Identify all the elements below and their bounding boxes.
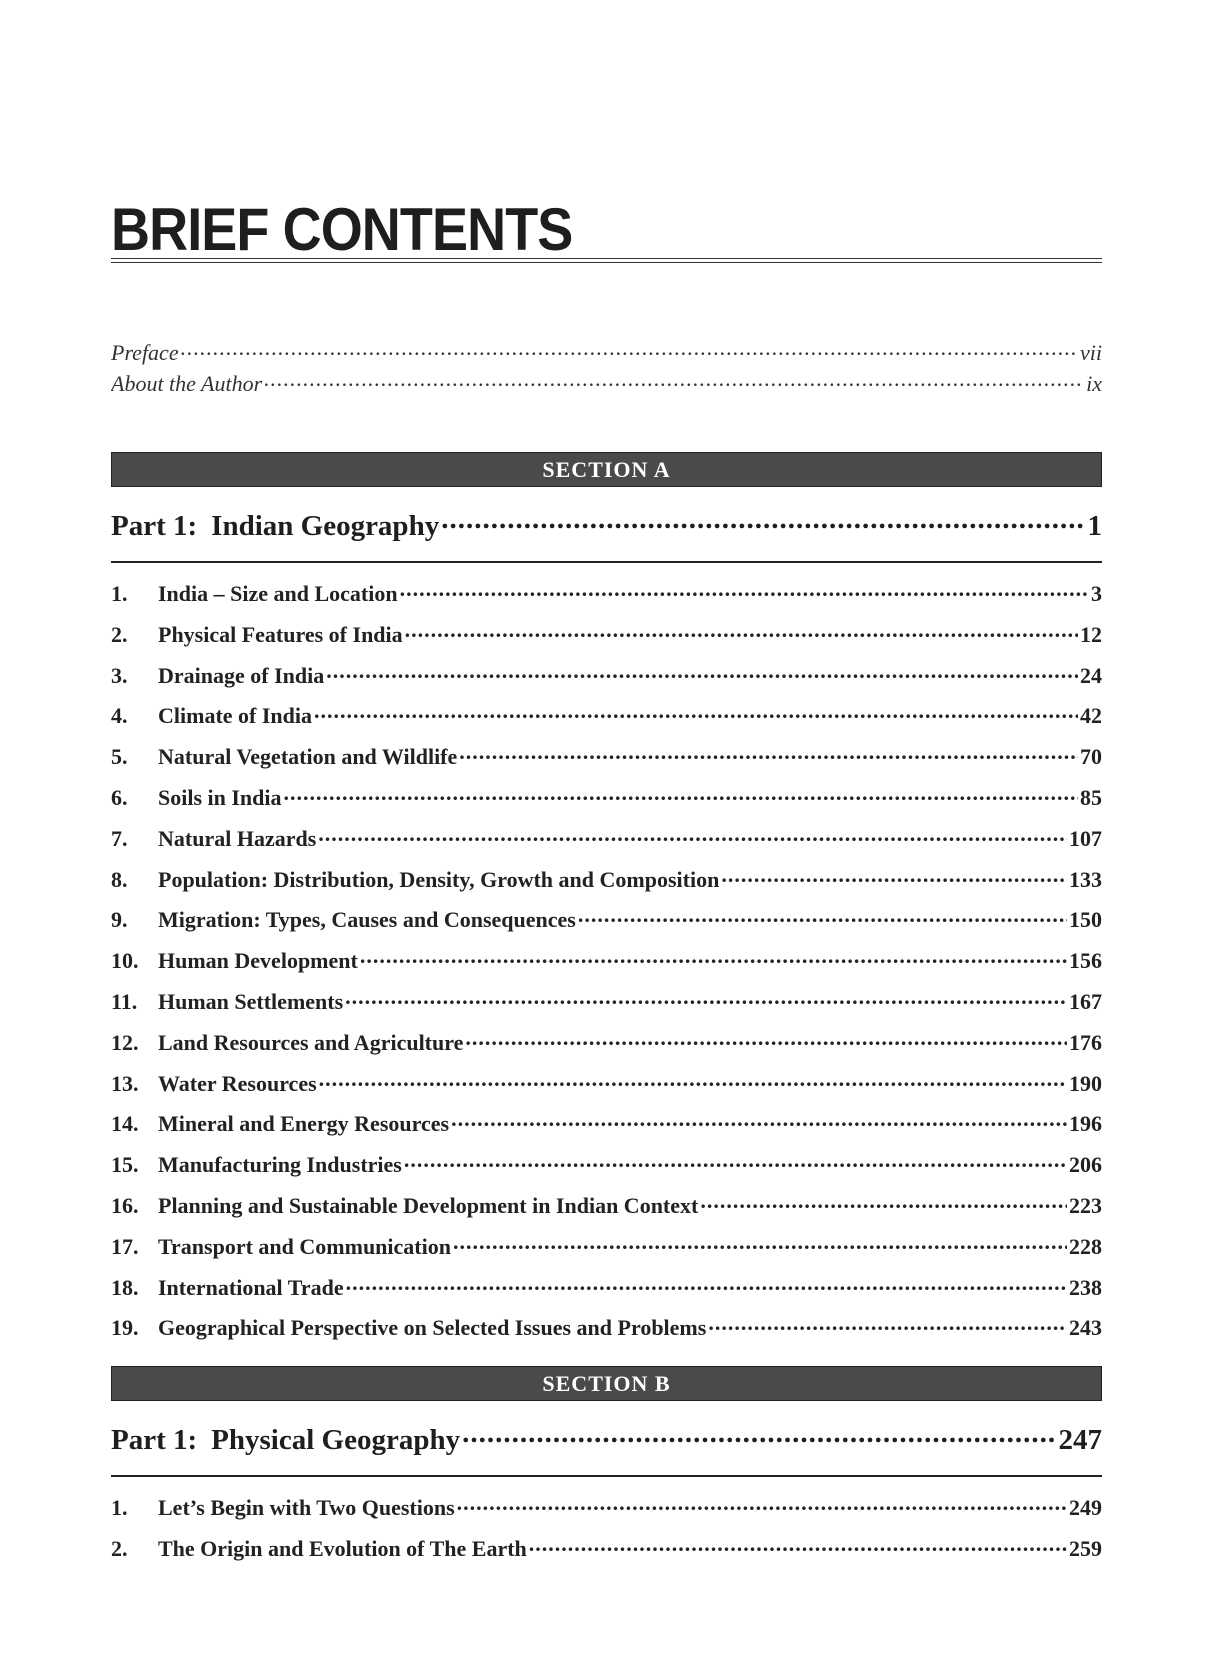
dot-leader — [360, 946, 1067, 968]
chapter-title: Natural Vegetation and Wildlife — [158, 744, 458, 770]
chapter-page: 176 — [1069, 1029, 1102, 1055]
entry-title: Preface — [111, 340, 179, 365]
dot-leader — [700, 1191, 1067, 1213]
dot-leader — [453, 1232, 1067, 1254]
chapter-page: 133 — [1069, 866, 1102, 892]
chapter-page: 3 — [1091, 581, 1102, 606]
chapter-title: Transport and Communication — [158, 1233, 451, 1259]
part-heading — [111, 510, 439, 543]
part-page: 247 — [1058, 1424, 1102, 1456]
chapter-number: 11. — [111, 988, 138, 1014]
chapter-number: 12. — [111, 1029, 139, 1055]
toc-entry[interactable] — [111, 1232, 1102, 1273]
page-title: BRIEF CONTENTS — [111, 196, 573, 263]
toc-entry[interactable] — [111, 1109, 1102, 1150]
toc-entry[interactable] — [111, 620, 1102, 661]
toc-entry[interactable] — [111, 1028, 1102, 1069]
toc-entry[interactable] — [111, 783, 1102, 824]
chapter-title: Planning and Sustainable Development in Indian Context — [158, 1192, 699, 1218]
toc-entry[interactable] — [111, 987, 1102, 1028]
toc-entry[interactable] — [111, 905, 1102, 946]
chapter-page: 190 — [1069, 1070, 1102, 1096]
chapter-title: Mineral and Energy Resources — [158, 1111, 450, 1137]
toc-entry[interactable] — [111, 1273, 1102, 1314]
toc-entry[interactable] — [111, 1534, 1102, 1575]
section-b-bar: SECTION B — [111, 1366, 1102, 1401]
part-page: 1 — [1087, 510, 1102, 542]
dot-leader — [346, 1273, 1067, 1295]
chapter-number: 2. — [111, 621, 128, 647]
toc-entry[interactable] — [111, 1493, 1102, 1534]
toc-entry[interactable] — [111, 1069, 1102, 1110]
chapter-page: 238 — [1069, 1274, 1102, 1300]
chapter-number: 15. — [111, 1152, 139, 1178]
chapter-page: 249 — [1069, 1495, 1102, 1520]
dot-leader — [326, 661, 1078, 683]
chapter-title: Physical Features of India — [158, 621, 403, 647]
chapter-title: Migration: Types, Causes and Consequences — [158, 907, 576, 933]
chapter-page: 12 — [1080, 621, 1102, 647]
dot-leader — [465, 1028, 1067, 1050]
dot-leader — [345, 987, 1067, 1009]
part-underline — [111, 1475, 1102, 1477]
entry-page: ix — [1086, 371, 1102, 396]
dot-leader — [459, 742, 1078, 764]
dot-leader — [318, 824, 1067, 846]
title-underline — [111, 258, 1102, 263]
chapter-number: 10. — [111, 948, 139, 974]
chapter-title: Human Settlements — [158, 988, 344, 1014]
toc-entry[interactable] — [111, 742, 1102, 783]
chapter-page: 107 — [1069, 825, 1102, 851]
part-title: Indian Geography — [211, 510, 440, 542]
dot-leader — [441, 506, 1085, 535]
chapter-title: Let’s Begin with Two Questions — [158, 1495, 455, 1520]
chapter-title: Human Development — [158, 948, 358, 974]
toc-entry[interactable] — [111, 579, 1102, 620]
chapter-number: 3. — [111, 662, 128, 688]
chapter-number: 5. — [111, 744, 128, 770]
chapter-title: Geographical Perspective on Selected Issues and Problems — [158, 1315, 707, 1341]
chapter-page: 42 — [1080, 703, 1102, 729]
part-underline — [111, 561, 1102, 563]
dot-leader — [181, 338, 1078, 360]
chapter-page: 167 — [1069, 988, 1102, 1014]
dot-leader — [284, 783, 1078, 805]
chapter-page: 196 — [1069, 1111, 1102, 1137]
dot-leader — [404, 1150, 1067, 1172]
chapter-list-section-a — [111, 579, 1102, 1354]
chapter-title: Water Resources — [158, 1070, 317, 1096]
chapter-number: 14. — [111, 1111, 139, 1137]
toc-entry[interactable] — [111, 1150, 1102, 1191]
chapter-title: International Trade — [158, 1274, 344, 1300]
toc-entry-about-author[interactable] — [111, 369, 1102, 397]
entry-title: About the Author — [111, 371, 263, 396]
chapter-page: 228 — [1069, 1233, 1102, 1259]
dot-leader — [319, 1069, 1067, 1091]
chapter-title: Manufacturing Industries — [158, 1152, 402, 1178]
chapter-number: 18. — [111, 1274, 139, 1300]
dot-leader — [264, 369, 1084, 391]
dot-leader — [578, 905, 1067, 927]
chapter-title: Population: Distribution, Density, Growth and Composition — [158, 866, 720, 892]
chapter-page: 156 — [1069, 948, 1102, 974]
entry-page: vii — [1080, 340, 1102, 365]
chapter-number: 7. — [111, 825, 128, 851]
part-entry-indian-geography[interactable] — [111, 506, 1102, 543]
toc-entry[interactable] — [111, 1313, 1102, 1354]
dot-leader — [529, 1534, 1067, 1556]
chapter-number: 1. — [111, 581, 128, 606]
toc-entry[interactable] — [111, 661, 1102, 702]
chapter-page: 259 — [1069, 1535, 1102, 1561]
toc-entry[interactable] — [111, 1191, 1102, 1232]
dot-leader — [721, 865, 1067, 887]
chapter-number: 8. — [111, 866, 128, 892]
chapter-number: 2. — [111, 1535, 128, 1561]
chapter-page: 85 — [1080, 784, 1102, 810]
dot-leader — [405, 620, 1078, 642]
dot-leader — [314, 701, 1078, 723]
chapter-page: 243 — [1069, 1315, 1102, 1341]
chapter-page: 70 — [1080, 744, 1102, 770]
dot-leader — [462, 1420, 1056, 1449]
toc-entry[interactable] — [111, 946, 1102, 987]
chapter-number: 9. — [111, 907, 128, 933]
chapter-page: 150 — [1069, 907, 1102, 933]
chapter-title: Land Resources and Agriculture — [158, 1029, 464, 1055]
chapter-title: The Origin and Evolution of The Earth — [158, 1535, 527, 1561]
dot-leader — [457, 1493, 1067, 1515]
part-label: Part 1: — [111, 1424, 198, 1456]
chapter-title: Drainage of India — [158, 662, 325, 688]
chapter-number: 19. — [111, 1315, 139, 1341]
chapter-title: Climate of India — [158, 703, 312, 729]
dot-leader — [400, 579, 1089, 601]
chapter-title: India – Size and Location — [158, 581, 398, 606]
chapter-number: 16. — [111, 1192, 139, 1218]
dot-leader — [451, 1109, 1067, 1131]
part-title: Physical Geography — [211, 1424, 461, 1456]
toc-entry[interactable] — [111, 701, 1102, 742]
chapter-page: 24 — [1080, 662, 1102, 688]
chapter-title: Natural Hazards — [158, 825, 317, 851]
chapter-page: 206 — [1069, 1152, 1102, 1178]
chapter-number: 1. — [111, 1495, 128, 1520]
chapter-number: 4. — [111, 703, 128, 729]
toc-entry[interactable] — [111, 865, 1102, 906]
chapter-list-section-b — [111, 1493, 1102, 1575]
chapter-title: Soils in India — [158, 784, 282, 810]
chapter-number: 13. — [111, 1070, 139, 1096]
dot-leader — [708, 1313, 1067, 1335]
part-heading — [111, 1424, 460, 1457]
chapter-page: 223 — [1069, 1192, 1102, 1218]
toc-entry[interactable] — [111, 824, 1102, 865]
title-block — [111, 188, 1102, 268]
chapter-number: 6. — [111, 784, 128, 810]
part-label: Part 1: — [111, 510, 198, 542]
chapter-number: 17. — [111, 1233, 139, 1259]
part-entry-physical-geography[interactable] — [111, 1420, 1102, 1457]
toc-entry-preface[interactable] — [111, 338, 1102, 366]
section-a-bar: SECTION A — [111, 452, 1102, 487]
